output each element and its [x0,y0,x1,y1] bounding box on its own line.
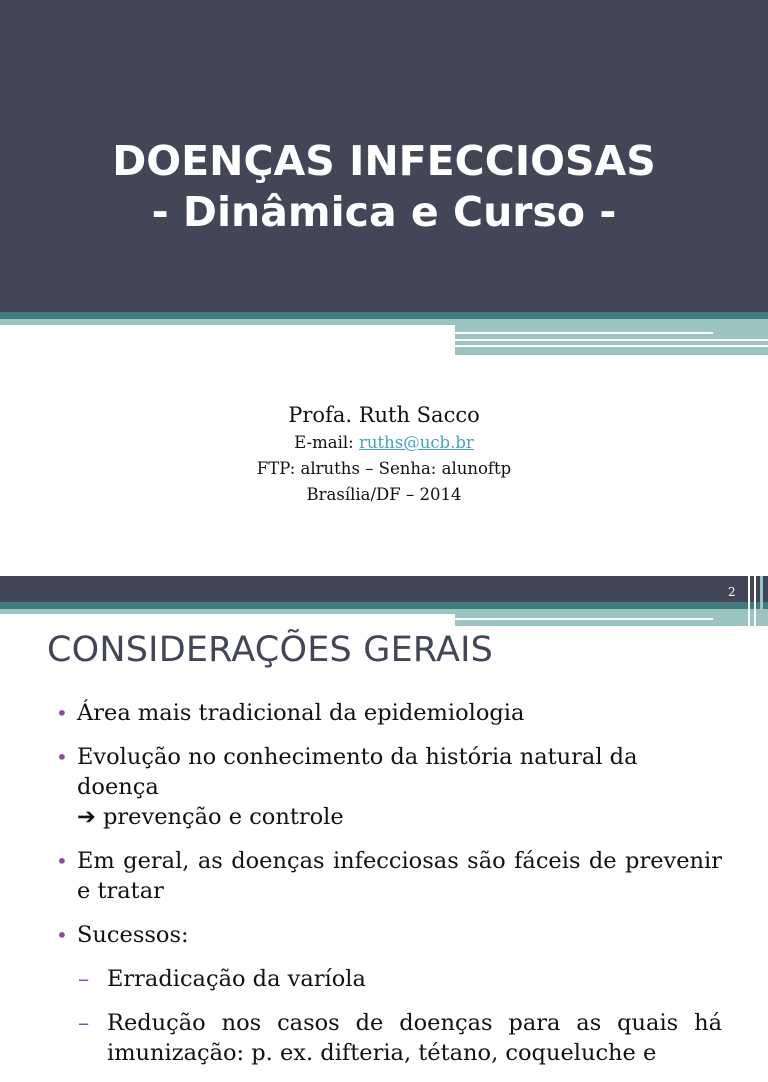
list-item-text: Evolução no conhecimento da história natural da doença [77,744,638,800]
list-item [0,698,722,728]
list-item [0,920,722,950]
list-item-text: Em geral, as doenças infecciosas são fáceis de prevenir e tratar [77,848,722,904]
email-link[interactable]: ruths@ucb.br [358,433,474,452]
email-line [0,430,768,456]
sub-list-item-text: Redução nos casos de doenças para as quais há imunização: p. ex. difteria, tétano, coqueluche e [107,1010,722,1066]
email-label: E-mail: [294,433,359,452]
list-item-text: Área mais tradicional da epidemiologia [77,700,525,726]
presentation-title [0,136,768,238]
bullet-icon: • [56,701,68,725]
title-line-1: DOENÇAS INFECCIOSAS [112,137,656,185]
bullet-icon: • [56,849,68,873]
list-item-text: Sucessos: [77,922,189,948]
content-slide [0,576,768,1066]
slide-number: 2 [728,585,736,599]
dash-icon: – [78,966,90,992]
list-item [0,846,722,906]
sub-list-item [0,964,722,994]
author-block [0,400,768,508]
sub-list-item [0,1008,722,1068]
location-year: Brasília/DF – 2014 [306,485,462,504]
bullet-icon: • [56,745,68,769]
ftp-info: FTP: alruths – Senha: alunoftp [256,459,512,478]
author-name: Profa. Ruth Sacco [288,403,480,427]
bullet-list [0,698,768,1082]
sub-list-item-text: Erradicação da varíola [107,966,366,992]
dash-icon: – [78,1010,90,1036]
bullet-icon: • [56,923,68,947]
content-band [0,576,768,602]
list-item-text: prevenção e controle [103,804,344,830]
title-line-2: - Dinâmica e Curso - [151,188,617,236]
slide-title: CONSIDERAÇÕES GERAIS [47,630,494,670]
arrow-right-icon: ➔ [77,804,96,830]
list-item [0,742,722,832]
